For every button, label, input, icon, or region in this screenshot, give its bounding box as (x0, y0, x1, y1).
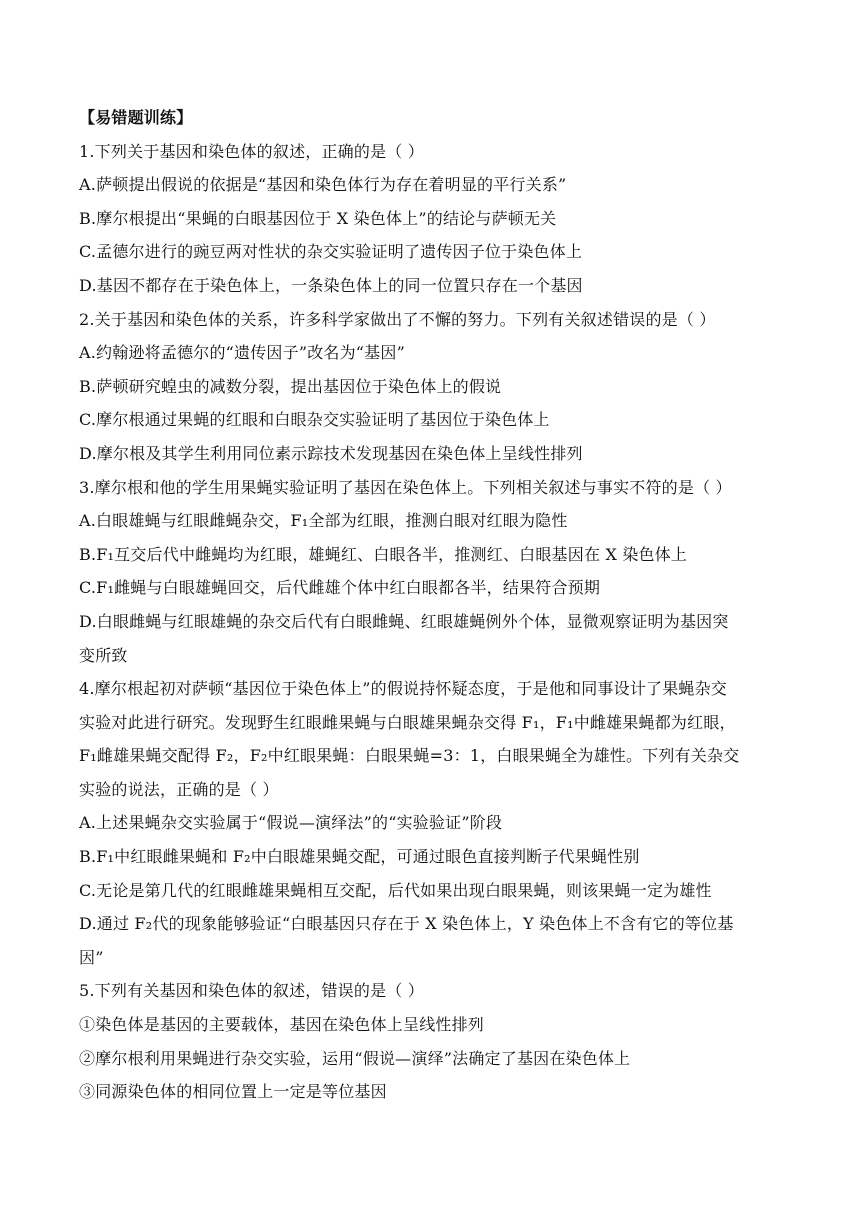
text-line: D.白眼雌蝇与红眼雄蝇的杂交后代有白眼雌蝇、红眼雄蝇例外个体，显微观察证明为基因突 (79, 611, 729, 631)
text-line: ②摩尔根利用果蝇进行杂交实验，运用“假说—演绎”法确定了基因在染色体上 (79, 1048, 631, 1068)
text-line: 变所致 (79, 645, 128, 665)
text-line: 5.下列有关基因和染色体的叙述，错误的是（ ） (79, 981, 424, 1001)
text-line: A.白眼雄蝇与红眼雌蝇杂交，F₁全部为红眼，推测白眼对红眼为隐性 (79, 511, 568, 531)
text-line: C.无论是第几代的红眼雌雄果蝇相互交配，后代如果出现白眼果蝇，则该果蝇一定为雄性 (79, 880, 712, 900)
document-content (79, 101, 789, 1109)
text-line: 因” (79, 947, 104, 967)
text-line: D.通过 F₂代的现象能够验证“白眼基因只存在于 X 染色体上，Y 染色体上不含有它的等位基 (79, 914, 734, 934)
text-line: 2.关于基因和染色体的关系，许多科学家做出了不懈的努力。下列有关叙述错误的是（ ） (79, 309, 716, 329)
text-line: D.基因不都存在于染色体上，一条染色体上的同一位置只存在一个基因 (79, 275, 583, 295)
question-lines (79, 135, 789, 1109)
text-line: 实验的说法，正确的是（ ） (79, 779, 279, 799)
text-line: A.萨顿提出假说的依据是“基因和染色体行为存在着明显的平行关系” (79, 175, 567, 195)
text-line: C.摩尔根通过果蝇的红眼和白眼杂交实验证明了基因位于染色体上 (79, 410, 550, 430)
text-line: C.F₁雌蝇与白眼雄蝇回交，后代雌雄个体中红白眼都各半，结果符合预期 (79, 578, 601, 598)
text-line: D.摩尔根及其学生利用同位素示踪技术发现基因在染色体上呈线性排列 (79, 443, 583, 463)
text-line: ①染色体是基因的主要载体，基因在染色体上呈线性排列 (79, 1015, 485, 1035)
text-line: ③同源染色体的相同位置上一定是等位基因 (79, 1082, 387, 1102)
text-line: B.萨顿研究蝗虫的减数分裂，提出基因位于染色体上的假说 (79, 376, 502, 396)
text-line: 实验对此进行研究。发现野生红眼雌果蝇与白眼雄果蝇杂交得 F₁，F₁中雌雄果蝇都为红眼， (79, 712, 736, 732)
text-line: A.上述果蝇杂交实验属于“假说—演绎法”的“实验验证”阶段 (79, 813, 503, 833)
text-line: A.约翰逊将孟德尔的“遗传因子”改名为“基因” (79, 343, 405, 363)
section-title: 【易错题训练】 (79, 108, 193, 127)
text-line: B.F₁中红眼雌果蝇和 F₂中白眼雄果蝇交配，可通过眼色直接判断子代果蝇性别 (79, 847, 640, 867)
text-line: 1.下列关于基因和染色体的叙述，正确的是（ ） (79, 141, 424, 161)
text-line: F₁雌雄果蝇交配得 F₂，F₂中红眼果蝇：白眼果蝇=3：1，白眼果蝇全为雄性。下列有关杂交 (79, 746, 740, 766)
text-line: B.摩尔根提出“果蝇的白眼基因位于 X 染色体上”的结论与萨顿无关 (79, 208, 557, 228)
text-line: C.孟德尔进行的豌豆两对性状的杂交实验证明了遗传因子位于染色体上 (79, 242, 583, 262)
text-line: 4.摩尔根起初对萨顿“基因位于染色体上”的假说持怀疑态度，于是他和同事设计了果蝇杂交 (79, 679, 728, 699)
text-line: 3.摩尔根和他的学生用果蝇实验证明了基因在染色体上。下列相关叙述与事实不符的是（ ） (79, 477, 732, 497)
text-line: B.F₁互交后代中雌蝇均为红眼，雄蝇红、白眼各半，推测红、白眼基因在 X 染色体上 (79, 544, 688, 564)
